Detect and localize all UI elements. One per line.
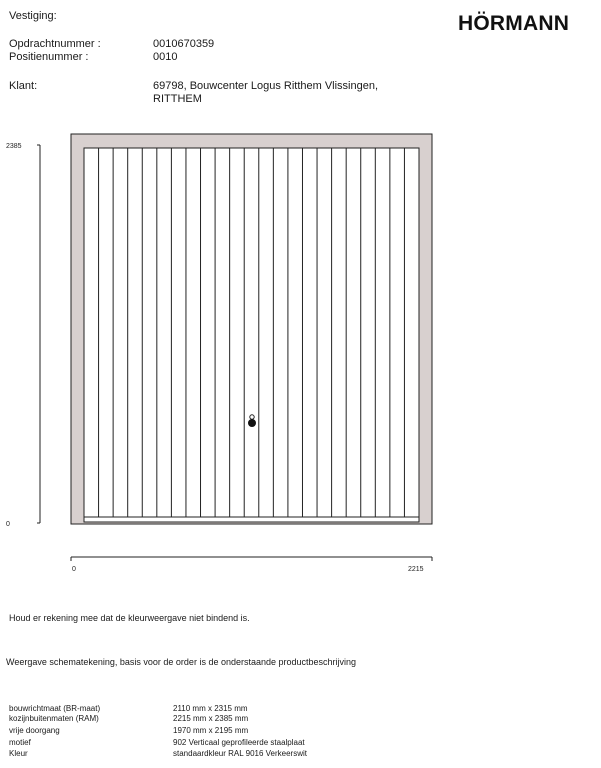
positienummer-label: Positienummer :: [9, 51, 89, 63]
lock-cylinder: [248, 419, 256, 427]
klant-line-2: RITTHEM: [153, 93, 202, 105]
spec-label: vrije doorgang: [9, 726, 60, 735]
hormann-logo: HÖRMANN: [458, 12, 570, 35]
handle-rose: [250, 415, 254, 419]
spec-label: kozijnbuitenmaten (RAM): [9, 714, 99, 723]
spec-value: 2110 mm x 2315 mm: [173, 704, 248, 713]
opdrachtnummer-label: Opdrachtnummer :: [9, 38, 101, 50]
color-note: Houd er rekening mee dat de kleurweergave niet bindend is.: [9, 613, 250, 623]
door-panel: [84, 148, 419, 522]
spec-value: standaardkleur RAL 9016 Verkeerswit: [173, 749, 307, 758]
schema-note: Weergave schematekening, basis voor de order is de onderstaande productbeschrijving: [6, 657, 357, 667]
spec-value: 2215 mm x 2385 mm: [173, 714, 249, 723]
opdrachtnummer-value: 0010670359: [153, 38, 215, 50]
width-right-label: 2215: [408, 566, 424, 573]
positienummer-value: 0010: [153, 51, 178, 63]
klant-label: Klant:: [9, 80, 38, 92]
spec-value: 1970 mm x 2195 mm: [173, 726, 249, 735]
spec-label: Kleur: [9, 749, 28, 758]
klant-line-1: 69798, Bouwcenter Logus Ritthem Vlissingen,: [153, 80, 379, 92]
height-bottom-label: 0: [6, 521, 10, 528]
width-left-label: 0: [72, 566, 76, 573]
spec-label: bouwrichtmaat (BR-maat): [9, 704, 101, 713]
vestiging-label: Vestiging:: [9, 10, 57, 22]
height-top-label: 2385: [6, 143, 22, 150]
spec-label: motief: [9, 738, 31, 747]
spec-value: 902 Verticaal geprofileerde staalplaat: [173, 738, 305, 747]
